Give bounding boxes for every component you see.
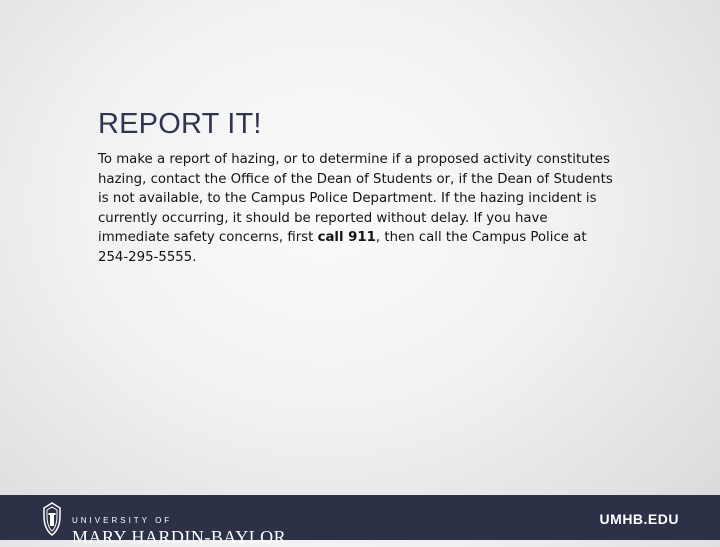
body-text-after-bold: , then call the Campus Police at 254-295-5555. bbox=[98, 230, 587, 265]
website-label: UMHB.EDU bbox=[599, 511, 679, 527]
slide-body-text bbox=[98, 150, 618, 268]
body-emphasis-call-911: call 911 bbox=[317, 230, 376, 246]
logo-line-2: MARY HARDIN-BAYLOR bbox=[72, 527, 287, 547]
footer-bar bbox=[0, 495, 720, 547]
slide-title: REPORT IT! bbox=[98, 108, 262, 140]
university-seal-icon bbox=[40, 502, 64, 536]
logo-line-1: UNIVERSITY OF bbox=[72, 516, 173, 525]
body-text-before-bold: To make a report of hazing, or to determine if a proposed activity constitutes hazing, contact the Office of the Dean of Students or, if the Dean of Students is not available, to the Campus Police Department. If the hazing incident is currently occurring, it should be reported without delay. If you have immediate safety concerns, first bbox=[98, 152, 613, 246]
university-logo bbox=[40, 502, 287, 547]
university-logo-text bbox=[72, 502, 286, 546]
